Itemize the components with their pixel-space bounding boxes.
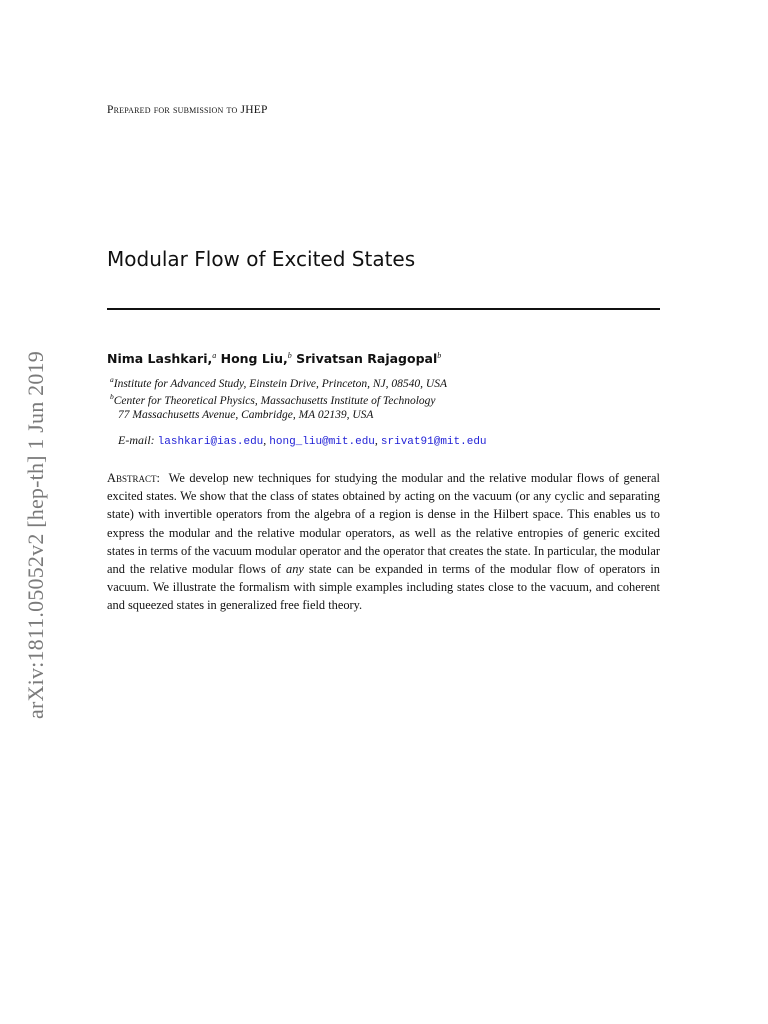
abstract-text: We develop new techniques for studying the modular and the relative modular flows of general excited states. We show that the class of states obtained by acting on the vacuum (or any cyclic and separating state) with invertible operators from the algebra of a region is dense in the Hilbert space. This enables us to express the modular and the relative modular operators, as well as the relative entropies of generic excited states in terms of the vacuum modular operator and the operator that creates the state. In particular, the modular and the relative modular flows of — [107, 471, 660, 577]
affiliation-marker: a — [110, 375, 114, 384]
abstract-heading: Abstract: — [107, 471, 160, 485]
email-link[interactable]: srivat91@mit.edu — [380, 436, 487, 448]
title-rule — [107, 308, 660, 310]
abstract-emphasis: any — [286, 562, 304, 577]
email-link[interactable]: hong_liu@mit.edu — [269, 436, 375, 448]
affiliation-a — [110, 375, 447, 390]
affiliation-marker: b — [110, 392, 114, 401]
author-list — [107, 351, 441, 366]
author-name: Hong Liu, — [220, 351, 288, 367]
email-link[interactable]: lashkari@ias.edu — [157, 436, 264, 448]
email-label: E-mail: — [118, 433, 155, 447]
abstract-text: state can be expanded in terms of the modular flow of operators in vacuum. We illustrate the formalism with simple examples including states close to the vacuum, and coherent and squeezed states in generalized free field theory. — [107, 562, 660, 613]
affiliation-text: Center for Theoretical Physics, Massachusetts Institute of Technology — [113, 394, 436, 407]
author-name: Srivatsan Rajagopal — [296, 351, 438, 367]
submission-note: Prepared for submission to JHEP — [107, 104, 268, 116]
email-separator: , — [374, 433, 381, 447]
affiliation-marker: a — [212, 351, 217, 360]
affiliation-b — [110, 392, 436, 407]
email-separator: , — [263, 433, 270, 447]
affiliation-b-address: 77 Massachusetts Avenue, Cambridge, MA 02139, USA — [118, 409, 374, 421]
affiliation-marker: b — [437, 351, 442, 360]
email-line — [118, 433, 487, 448]
abstract — [107, 469, 660, 615]
paper-title: Modular Flow of Excited States — [107, 247, 416, 271]
affiliation-marker: b — [287, 351, 292, 360]
arxiv-identifier-stamp: arXiv:1811.05052v2 [hep-th] 1 Jun 2019 — [23, 351, 48, 719]
author-name: Nima Lashkari, — [107, 351, 213, 367]
affiliation-text: Institute for Advanced Study, Einstein Drive, Princeton, NJ, 08540, USA — [113, 377, 447, 390]
